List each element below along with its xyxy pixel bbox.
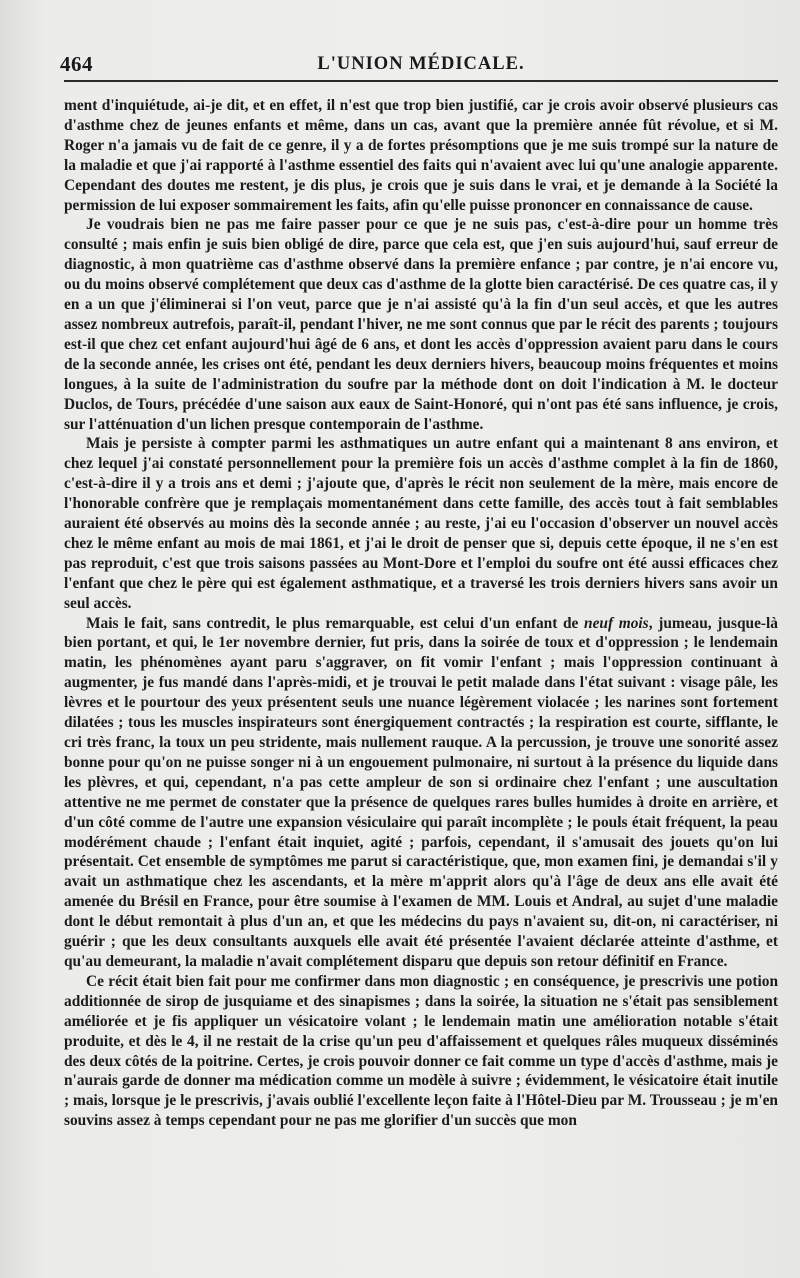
paragraph-1: ment d'inquiétude, ai-je dit, et en effet, il n'est que trop bien justifié, car je crois avoir observé plusieurs cas d'asthme chez de jeunes enfants et même, dans un cas, avant que la première année fût révolue, et si M. Roger n'a jamais vu de fait de ce genre, il y a de fortes présomptions que je me suis trompé sur la nature de la maladie et que j'ai rapporté à l'asthme essentiel des faits qui n'avaient avec lui qu'une analogie apparente. Cependant des doutes me restent, je dis plus, je crois que je suis dans le vrai, et je demande à la Société la permission de lui exposer sommairement les faits, afin qu'elle puisse prononcer en connaissance de cause.	[64, 97, 778, 214]
running-head: L'UNION MÉDICALE.	[317, 54, 525, 74]
paragraph-5: Ce récit était bien fait pour me confirmer dans mon diagnostic ; en conséquence, je prescrivis une potion additionnée de sirop de jusquiame et des sinapismes ; dans la soirée, la situation ne s'était pas sensiblement améliorée et je fis appliquer un vésicatoire volant ; le lendemain matin une amélioration notable s'était produite, et dès le 4, il ne restait de la crise qu'un peu d'affaissement et quelques râles muqueux disséminés des deux côtés de la poitrine. Certes, je crois pouvoir donner ce fait comme un type d'accès d'asthme, mais je n'aurais garde de donner ma médication comme un modèle à suivre ; évidemment, le vésicatoire était inutile ; mais, lorsque je le prescrivis, j'avais oublié l'excellente leçon faite à l'Hôtel-Dieu par M. Trousseau ; je m'en souvins assez à temps cependant pour ne pas me glorifier d'un succès que mon	[64, 972, 778, 1130]
paragraph-4	[64, 614, 778, 972]
paragraph-4-italic: neuf mois	[584, 614, 649, 632]
paragraph-4-rest: , jumeau, jusque-là bien portant, et qui, le 1er novembre dernier, fut pris, dans la soirée de toux et d'oppression ; le lendemain matin, les phénomènes ayant paru s'aggraver, on fit vomir l'enfant ; mais l'oppression continuant à augmenter, je fus mandé dans l'après-midi, et je trouvai le petit malade dans l'état suivant : visage pâle, les lèvres et le pourtour des yeux présentent seuls une nuance légèrement violacée ; les narines sont fortement dilatées ; tous les muscles inspirateurs sont énergiquement contractés ; la respiration est courte, sifflante, le cri très franc, la toux un peu stridente, mais nullement rauque. A la percussion, je trouve une sonorité assez bonne pour qu'on ne puisse songer ni à un engouement pulmonaire, ni surtout à la présence du liquide dans les plèvres, et qui, cependant, n'a pas cette ampleur de son si ordinaire chez l'enfant ; une auscultation attentive ne me permet de constater que la présence de quelques rares bulles humides à droite en arrière, et d'un côté comme de l'autre une expansion vésiculaire qui paraît incomplète ; le pouls était fréquent, la peau modérément chaude ; l'enfant était inquiet, agité ; parfois, cependant, il s'amusait des jouets qu'on lui présentait. Cet ensemble de symptômes me parut si caractéristique, que, mon examen fini, je demandai s'il y avait un asthmatique chez les ascendants, et la mère m'apprit alors qu'à l'âge de deux ans elle avait été amenée du Brésil en France, pour être soumise à l'examen de MM. Louis et Andral, au sujet d'une maladie dont le début remontait à plus d'un an, et que les médecins du pays n'avaient su, dit-on, ni caractériser, ni guérir ; que les deux consultants auxquels elle avait été présentée l'avaient déclarée atteinte d'asthme, et qu'au demeurant, la maladie n'avait complétement disparu que depuis son retour définitif en France.	[64, 614, 778, 970]
page-header	[60, 44, 778, 82]
paragraph-4-start: Mais le fait, sans contredit, le plus remarquable, est celui d'un enfant de	[86, 614, 585, 632]
body-text	[64, 96, 778, 1131]
paragraph-2: Je voudrais bien ne pas me faire passer pour ce que je ne suis pas, c'est-à-dire pour un homme très consulté ; mais enfin je suis bien obligé de dire, parce que cela est, que j'en suis aujourd'hui, sauf erreur de diagnostic, à mon quatrième cas d'asthme observé dans la première enfance ; par contre, je n'ai encore vu, ou du moins observé complétement que deux cas d'asthme de la glotte bien caractérisé. De ces quatre cas, il y en a un que j'éliminerai si l'on veut, parce que je n'ai assisté qu'à la fin d'un seul accès, et que les autres assez nombreux autrefois, paraît-il, pendant l'hiver, ne me sont connus que par le récit des parents ; toujours est-il que chez cet enfant aujourd'hui âgé de 6 ans, et dont les accès d'oppression avaient paru dans le cours de la seconde année, les crises ont été, pendant les deux derniers hivers, beaucoup moins fréquentes et moins longues, à la suite de l'administration du soufre par la méthode dont on doit l'indication à M. le docteur Duclos, de Tours, précédée d'une saison aux eaux de Saint-Honoré, qui n'ont pas été sans influence, je crois, sur l'atténuation d'un lichen presque contemporain de l'asthme.	[64, 216, 779, 433]
paragraph-3: Mais je persiste à compter parmi les asthmatiques un autre enfant qui a maintenant 8 ans environ, et chez lequel j'ai constaté personnellement pour la première fois un accès d'asthme complet à la fin de 1860, c'est-à-dire il y a trois ans et demi ; j'ajoute que, d'après le récit non seulement de la mère, mais encore de l'honorable confrère que je remplaçais momentanément dans cette famille, des accès tout à fait semblables auraient été observés au moins dès la seconde année ; au reste, j'ai eu l'occasion d'observer un nouvel accès chez le même enfant au mois de mai 1861, et j'ai le droit de penser que si, depuis cette époque, il ne s'en est pas reproduit, c'est que trois saisons passées au Mont-Dore et l'emploi du soufre ont été aussi efficaces chez l'enfant que chez le père qui est également asthmatique, et a traversé les trois derniers hivers sans avoir un seul accès.	[64, 435, 778, 612]
page-number: 464	[60, 52, 93, 76]
